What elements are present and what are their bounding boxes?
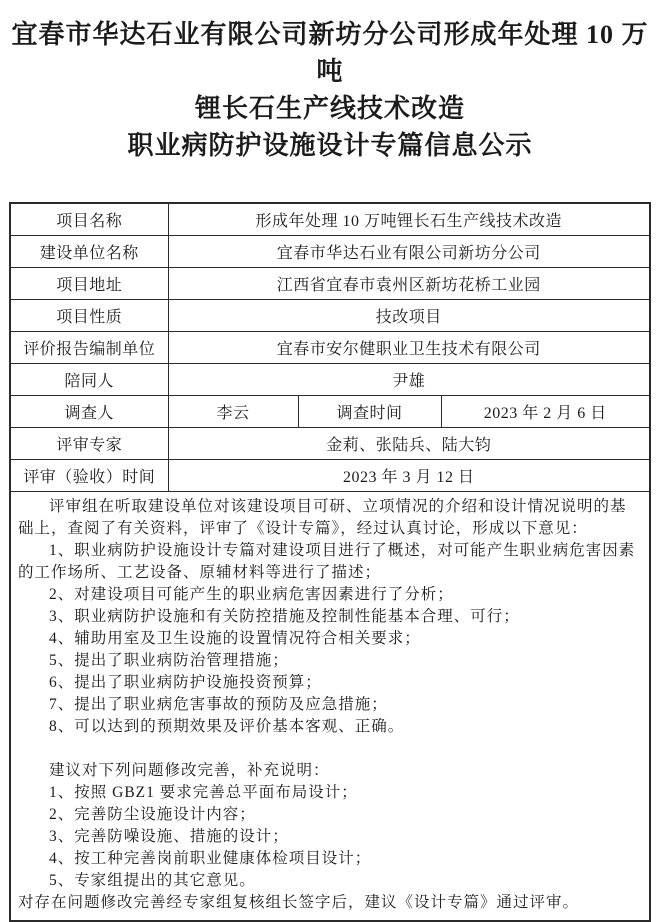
field-label-project-nature: 项目性质: [10, 300, 168, 332]
field-value-project-address: 江西省宜春市袁州区新坊花桥工业园: [168, 268, 650, 300]
opinion-item-2: 2、对建设项目可能产生的职业病危害因素进行了分析；: [49, 586, 454, 603]
table-row-review-opinion: [10, 492, 650, 922]
field-value-review-date: 2023 年 3 月 12 日: [168, 460, 650, 492]
opinion-item-5: 5、提出了职业病防治管理措施；: [49, 652, 289, 669]
project-info-table: [9, 202, 651, 922]
opinion-item-7: 7、提出了职业病危害事故的预防及应急措施；: [49, 696, 388, 713]
table-row-investigator: [10, 396, 650, 428]
field-value-accompanying-person: 尹雄: [168, 364, 650, 396]
field-label-review-experts: 评审专家: [10, 428, 168, 460]
suggestion-item-1: 1、按照 GBZ1 要求完善总平面布局设计；: [49, 784, 358, 801]
table-row-review-experts: [10, 428, 650, 460]
field-label-project-name: 项目名称: [10, 203, 168, 236]
suggestion-item-5: 5、专家组提出的其它意见。: [49, 872, 256, 889]
field-label-investigator: 调查人: [10, 396, 168, 428]
opinion-item-1: 1、职业病防护设施设计专篇对建设项目进行了概述，对可能产生职业病危害因素的工作场所、工艺设备、原辅材料等进行了描述；: [18, 542, 636, 581]
table-row-construction-unit: [10, 236, 650, 268]
field-label-accompanying-person: 陪同人: [10, 364, 168, 396]
document-title-line-2: 锂长石生产线技术改造: [194, 94, 465, 123]
field-label-review-date: 评审（验收）时间: [10, 460, 168, 492]
field-value-report-compiler: 宜春市安尔健职业卫生技术有限公司: [168, 332, 650, 364]
field-value-project-name: 形成年处理 10 万吨锂长石生产线技术改造: [168, 203, 650, 236]
table-row-report-compiler: [10, 332, 650, 364]
field-label-investigation-date: 调查时间: [298, 396, 441, 428]
table-row-project-nature: [10, 300, 650, 332]
suggestion-item-4: 4、按工种完善岗前职业健康体检项目设计；: [49, 850, 372, 867]
suggestion-intro: 建议对下列问题修改完善，补充说明：: [49, 762, 330, 779]
field-label-project-address: 项目地址: [10, 268, 168, 300]
field-label-construction-unit: 建设单位名称: [10, 236, 168, 268]
opinion-intro: 评审组在听取建设单位对该建设项目可研、立项情况的介绍和设计情况说明的基础上，查阅了有关资料，评审了《设计专篇》，经过认真讨论，形成以下意见：: [18, 498, 627, 537]
field-value-construction-unit: 宜春市华达石业有限公司新坊分公司: [168, 236, 650, 268]
opinion-item-8: 8、可以达到的预期效果及评价基本客观、正确。: [49, 718, 405, 735]
table-row-review-date: [10, 460, 650, 492]
document-title: [0, 0, 660, 164]
opinion-item-3: 3、职业病防护设施和有关防控措施及控制性能基本合理、可行；: [49, 608, 520, 625]
suggestion-item-2: 2、完善防尘设施设计内容；: [49, 806, 256, 823]
document-title-line-1: 宜春市华达石业有限公司新坊分公司形成年处理 10 万吨: [11, 20, 649, 86]
table-row-project-name: [10, 203, 650, 236]
field-label-report-compiler: 评价报告编制单位: [10, 332, 168, 364]
field-value-review-experts: 金莉、张陆兵、陆大钧: [168, 428, 650, 460]
table-row-project-address: [10, 268, 650, 300]
opinion-closing: 对存在问题修改完善经专家组复核组长签字后，建议《设计专篇》通过评审。: [18, 894, 580, 911]
blank-line-spacer: [18, 738, 641, 760]
field-value-investigator: 李云: [168, 396, 298, 428]
field-value-project-nature: 技改项目: [168, 300, 650, 332]
table-row-accompanying-person: [10, 364, 650, 396]
opinion-item-6: 6、提出了职业病防护设施投资预算；: [49, 674, 322, 691]
document-title-line-3: 职业病防护设施设计专篇信息公示: [127, 131, 533, 160]
field-value-investigation-date: 2023 年 2 月 6 日: [441, 396, 650, 428]
suggestion-item-3: 3、完善防噪设施、措施的设计；: [49, 828, 289, 845]
opinion-item-4: 4、辅助用室及卫生设施的设置情况符合相关要求；: [49, 630, 421, 647]
review-opinion-cell: [10, 492, 650, 922]
